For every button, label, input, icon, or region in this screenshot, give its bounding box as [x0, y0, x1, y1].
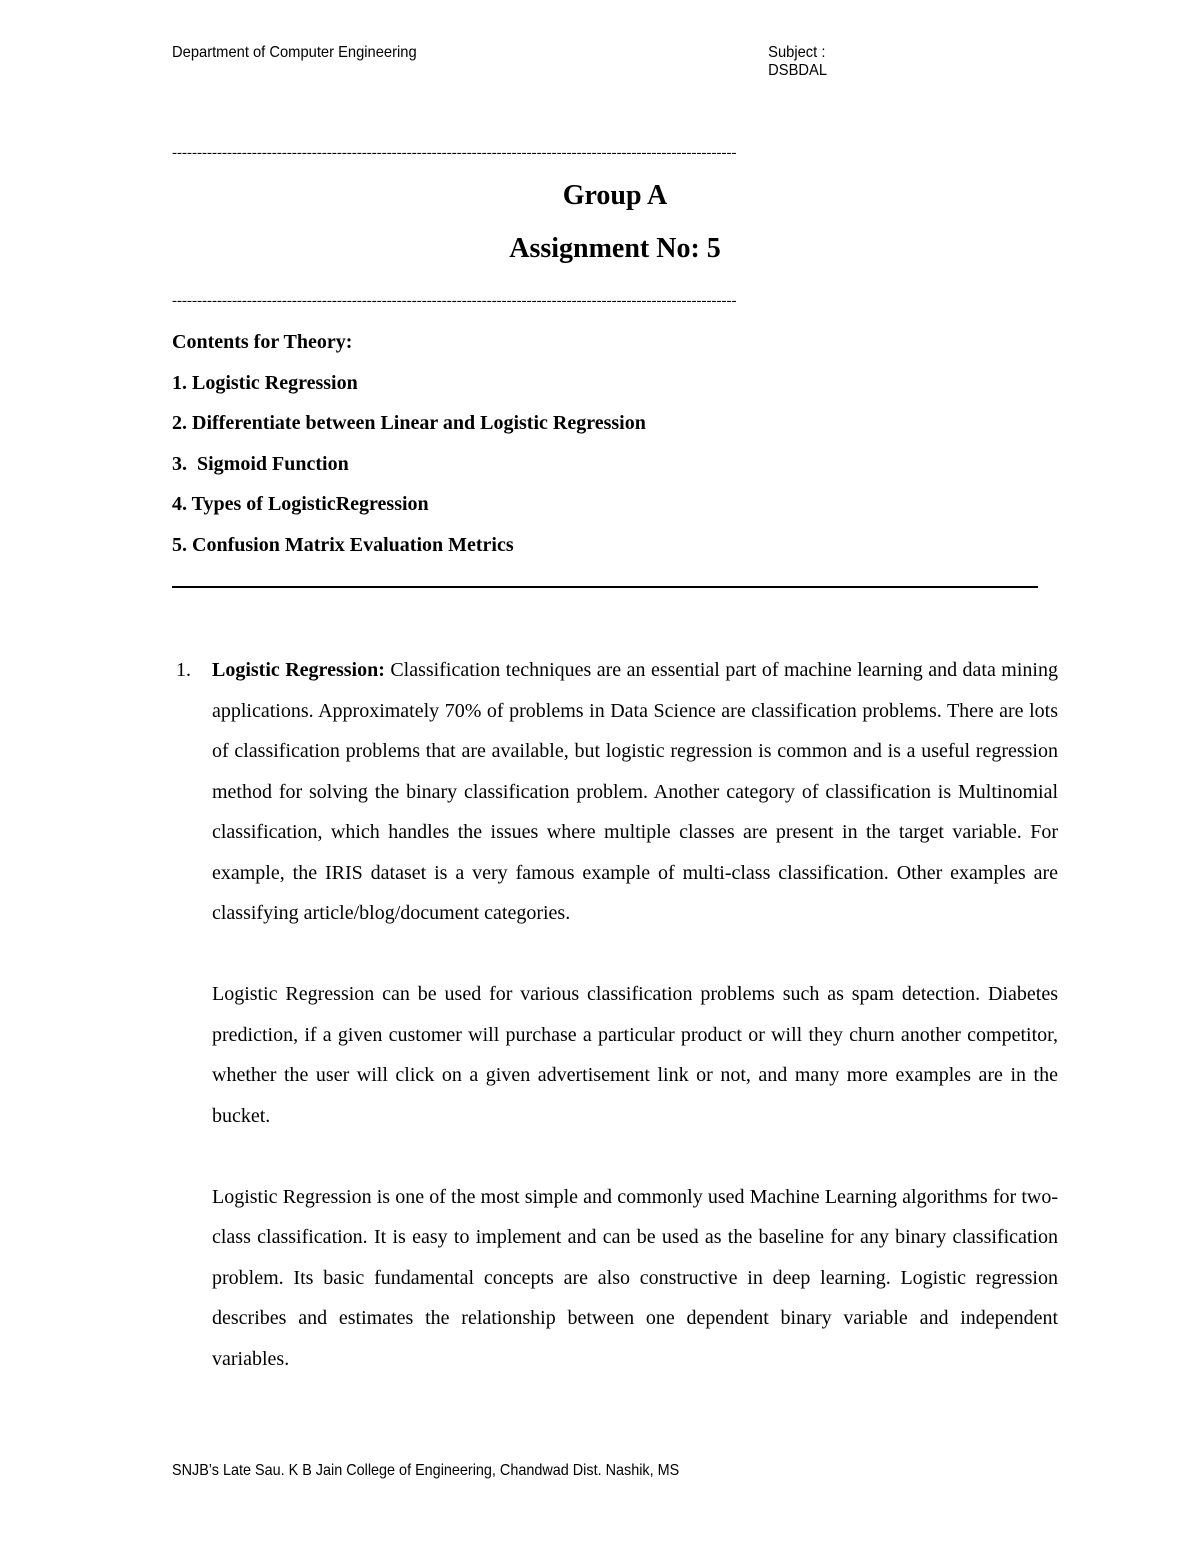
section-body	[212, 650, 1058, 1379]
contents-heading: Contents for Theory:	[172, 331, 353, 353]
horizontal-rule	[172, 586, 1038, 588]
section-heading: Logistic Regression:	[212, 659, 385, 681]
section-number: 1.	[176, 659, 191, 681]
page-footer: SNJB’s Late Sau. K B Jain College of Engineering, Chandwad Dist. Nashik, MS	[172, 1462, 680, 1479]
dash-separator-top: -----------------------------------------------------------------------------------------------------------------	[172, 145, 737, 161]
header-subject: Subject : DSBDAL	[768, 44, 828, 79]
contents-item: 1. Logistic Regression	[172, 371, 358, 394]
contents-item: 3. Sigmoid Function	[172, 452, 349, 475]
page-header	[172, 44, 853, 79]
contents-list	[172, 328, 646, 571]
dash-separator-middle: -----------------------------------------------------------------------------------------------------------------	[172, 293, 737, 309]
paragraph-text: Classification techniques are an essential part of machine learning and data mining applications. Approximately 70% of problems in Data Science are classification problems. There are lots of classification problems that are available, but logistic regression is common and is a useful regression method for solving the binary classification problem. Another category of classification is Multinomial classification, which handles the issues where multiple classes are present in the target variable. For example, the IRIS dataset is a very famous example of multi-class classification. Other examples are classifying article/blog/document categories.	[212, 659, 1058, 924]
paragraph	[212, 650, 1058, 934]
group-title: Group A	[562, 180, 668, 211]
contents-item: 4. Types of LogisticRegression	[172, 493, 429, 515]
paragraph: Logistic Regression is one of the most simple and commonly used Machine Learning algorithms for two-class classification. It is easy to implement and can be used as the baseline for any binary classification problem. Its basic fundamental concepts are also constructive in deep learning. Logistic regression describes and estimates the relationship between one dependent binary variable and independent variables.	[212, 1185, 1058, 1370]
contents-item: 2. Differentiate between Linear and Logistic Regression	[172, 412, 646, 434]
paragraph: Logistic Regression can be used for various classification problems such as spam detection. Diabetes prediction, if a given customer will purchase a particular product or will they churn another competitor, whether the user will click on a given advertisement link or not, and many more examples are in the bucket.	[212, 983, 1058, 1127]
contents-item: 5. Confusion Matrix Evaluation Metrics	[172, 533, 514, 556]
header-department: Department of Computer Engineering	[172, 44, 417, 61]
section-logistic-regression	[172, 650, 1058, 1420]
assignment-title: Assignment No: 5	[509, 233, 721, 264]
